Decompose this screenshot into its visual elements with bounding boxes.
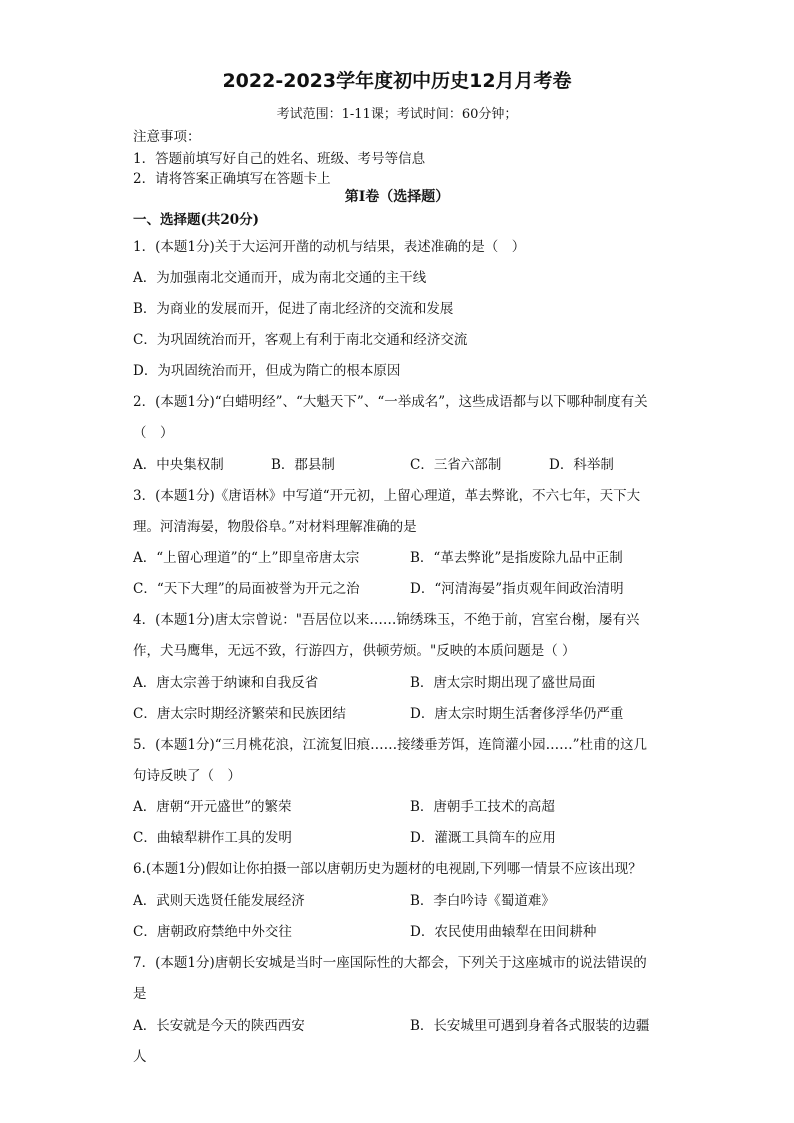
question-stem: 1．(本题1分)关于大运河开凿的动机与结果，表述准确的是（ ） [133, 239, 526, 255]
option-b: B．“革去弊讹”是指废除九品中正制 [410, 550, 623, 566]
option-b: B．李白吟诗《蜀道难》 [410, 893, 555, 909]
option-d: D．灌溉工具筒车的应用 [410, 830, 556, 846]
option-c: C．唐朝政府禁绝中外交往 [133, 924, 292, 940]
option-c: C．曲辕犁耕作工具的发明 [133, 830, 292, 846]
question-stem: 6.(本题1分)假如让你拍摄一部以唐朝历史为题材的电视剧,下列哪一情景不应该出现？ [133, 861, 642, 877]
question-stem: 2．(本题1分)“白蜡明经”、“大魁天下”、“一举成名”，这些成语都与以下哪种制度有关 [133, 394, 648, 410]
option-d: D．为巩固统治而开，但成为隋亡的根本原因 [133, 363, 401, 379]
question-stem-cont: 句诗反映了（ ） [133, 768, 241, 784]
option-b: B．长安城里可遇到身着各式服装的边疆 [410, 1018, 650, 1034]
question-stem-cont: 是 [133, 986, 147, 1002]
option-d: D．唐太宗时期生活奢侈浮华仍严重 [410, 706, 624, 722]
option-a: A．中央集权制 [133, 457, 224, 473]
option-c: C．唐太宗时期经济繁荣和民族团结 [133, 706, 346, 722]
note-item: 1．答题前填写好自己的姓名、班级、考号等信息 [133, 151, 426, 167]
question-stem-cont: 作，犬马鹰隼，无远不致，行游四方，供顿劳烦。"反映的本质问题是（ ） [133, 643, 576, 659]
option-c: C．三省六部制 [410, 457, 502, 473]
part-title: 一、选择题(共20分) [133, 212, 260, 228]
option-c: C．为巩固统治而开，客观上有利于南北交通和经济交流 [133, 332, 468, 348]
option-a: A．为加强南北交通而开，成为南北交通的主干线 [133, 270, 427, 286]
option-b: B．唐太宗时期出现了盛世局面 [410, 675, 596, 691]
note-item: 2．请将答案正确填写在答题卡上 [133, 171, 331, 187]
option-a: A．唐太宗善于纳谏和自我反省 [133, 675, 319, 691]
exam-scope: 考试范围：1-11课；考试时间：60分钟； [276, 107, 518, 122]
option-a: A．“上留心理道”的“上”即皇帝唐太宗 [133, 550, 360, 566]
option-d: D．农民使用曲辕犁在田间耕种 [410, 924, 597, 940]
option-b: B．为商业的发展而开，促进了南北经济的交流和发展 [133, 301, 454, 317]
question-stem: 5．(本题1分)“三月桃花浪，江流复旧痕……接缕垂芳饵，连筒灌小园……”杜甫的这几 [133, 737, 648, 753]
option-d: D．科举制 [549, 457, 614, 473]
option-b-cont: 人 [133, 1049, 147, 1065]
option-b: B．唐朝手工技术的高超 [410, 799, 555, 815]
option-a: A．武则天选贤任能发展经济 [133, 893, 305, 909]
page-title: 2022-2023学年度初中历史12月月考卷 [222, 70, 572, 92]
question-stem: 7．(本题1分)唐朝长安城是当时一座国际性的大都会，下列关于这座城市的说法错误的 [133, 955, 647, 971]
section-title: 第I卷（选择题） [344, 189, 450, 205]
option-d: D．“河清海晏”指贞观年间政治清明 [410, 581, 624, 597]
option-b: B．郡县制 [271, 457, 335, 473]
question-stem: 4．(本题1分)唐太宗曾说："吾居位以来……锦绣珠玉，不绝于前，宫室台榭，屡有兴 [133, 612, 640, 628]
question-stem-cont: （ ） [133, 425, 174, 441]
option-c: C．“天下大理”的局面被誉为开元之治 [133, 581, 360, 597]
option-a: A．唐朝“开元盛世”的繁荣 [133, 799, 292, 815]
question-stem-cont: 理。河清海晏，物殷俗阜。”对材料理解准确的是 [133, 519, 417, 535]
option-a: A．长安就是今天的陕西西安 [133, 1018, 305, 1034]
notes-heading: 注意事项： [133, 129, 201, 145]
question-stem: 3．(本题1分)《唐语林》中写道“开元初，上留心理道，革去弊讹，不六七年，天下大 [133, 488, 641, 504]
